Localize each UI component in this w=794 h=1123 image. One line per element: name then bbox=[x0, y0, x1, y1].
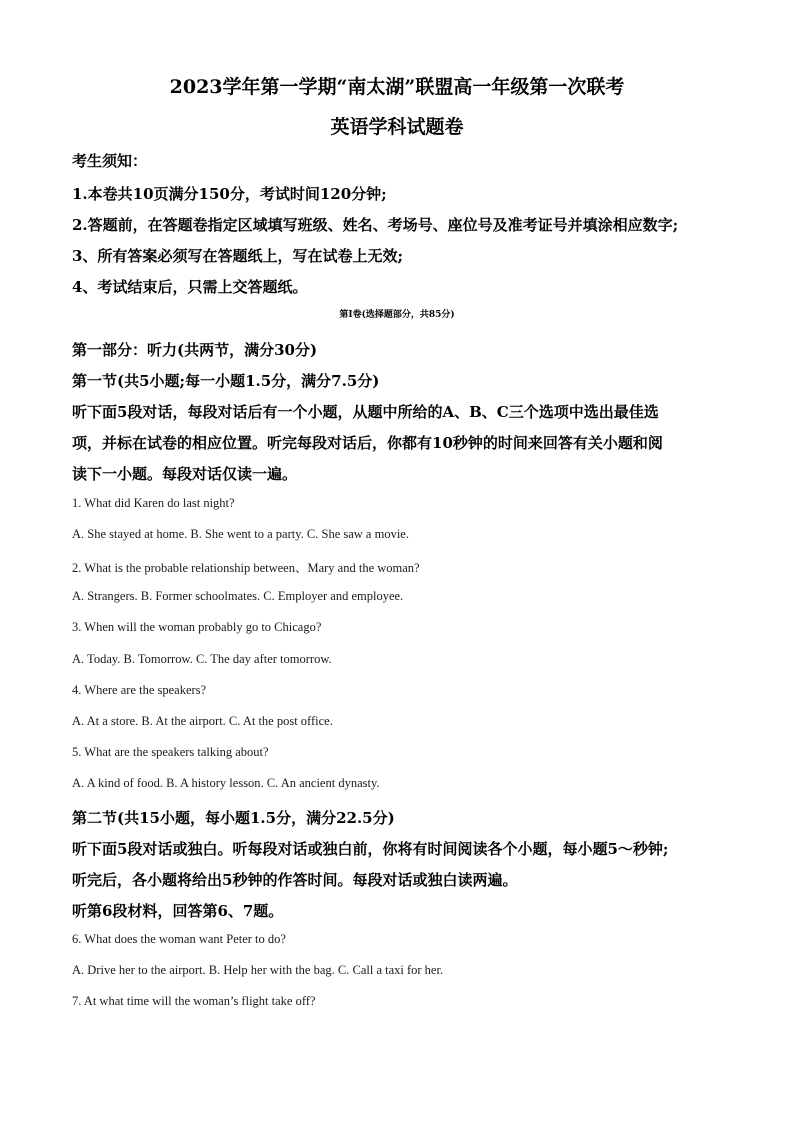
volume-title: 第Ⅰ卷(选择题部分，共85分) bbox=[339, 310, 455, 320]
question-3-options: A. Today. B. Tomorrow. C. The day after tomorrow. bbox=[72, 652, 332, 666]
question-5-options: A. A kind of food. B. A history lesson. C. An ancient dynasty. bbox=[72, 776, 380, 790]
section1-instruction-1: 听下面5段对话，每段对话后有一个小题，从题中所给的A、B、C三个选项中选出最佳选 bbox=[72, 403, 659, 421]
question-5: 5. What are the speakers talking about? bbox=[72, 745, 269, 759]
question-7: 7. At what time will the woman’s flight take off? bbox=[72, 994, 316, 1008]
section1-instruction-2: 项，并标在试卷的相应位置。听完每段对话后，你都有10秒钟的时间来回答有关小题和阅 bbox=[72, 434, 663, 452]
question-4-options: A. At a store. B. At the airport. C. At the post office. bbox=[72, 714, 333, 728]
exam-title: 2023学年第一学期“南太湖”联盟高一年级第一次联考 bbox=[169, 76, 625, 98]
notice-item-4: 4、考试结束后，只需上交答题纸。 bbox=[72, 278, 308, 296]
question-3: 3. When will the woman probably go to Chicago? bbox=[72, 620, 322, 634]
part1-title: 第一部分：听力(共两节，满分30分) bbox=[72, 341, 318, 359]
notice-item-3: 3、所有答案必须写在答题纸上，写在试卷上无效; bbox=[72, 247, 403, 265]
section2-instruction-2: 听完后，各小题将给出5秒钟的作答时间。每段对话或独白读两遍。 bbox=[72, 871, 518, 889]
question-6: 6. What does the woman want Peter to do? bbox=[72, 932, 286, 946]
section1-instruction-3: 读下一小题。每段对话仅读一遍。 bbox=[72, 465, 298, 483]
notice-item-2: 2.答题前，在答题卷指定区域填写班级、姓名、考场号、座位号及准考证号并填涂相应数字; bbox=[72, 216, 679, 234]
section1-title: 第一节(共5小题;每一小题1.5分，满分7.5分) bbox=[72, 372, 380, 390]
question-6-options: A. Drive her to the airport. B. Help her with the bag. C. Call a taxi for her. bbox=[72, 963, 444, 977]
question-2: 2. What is the probable relationship between、Mary and the woman? bbox=[72, 561, 420, 575]
notice-item-1: 1.本卷共10页满分150分，考试时间120分钟; bbox=[72, 185, 387, 203]
question-4: 4. Where are the speakers? bbox=[72, 683, 207, 697]
section2-title: 第二节(共15小题，每小题1.5分，满分22.5分) bbox=[72, 809, 395, 827]
question-1: 1. What did Karen do last night? bbox=[72, 496, 235, 510]
question-2-options: A. Strangers. B. Former schoolmates. C. Employer and employee. bbox=[72, 589, 404, 603]
material-6-heading: 听第6段材料，回答第6、7题。 bbox=[72, 902, 284, 920]
exam-subject-title: 英语学科试题卷 bbox=[330, 116, 464, 138]
notice-heading: 考生须知： bbox=[72, 152, 148, 170]
section2-instruction-1: 听下面5段对话或独白。听每段对话或独白前，你将有时间阅读各个小题，每小题5～秒钟; bbox=[72, 840, 669, 858]
question-1-options: A. She stayed at home. B. She went to a party. C. She saw a movie. bbox=[72, 527, 409, 541]
